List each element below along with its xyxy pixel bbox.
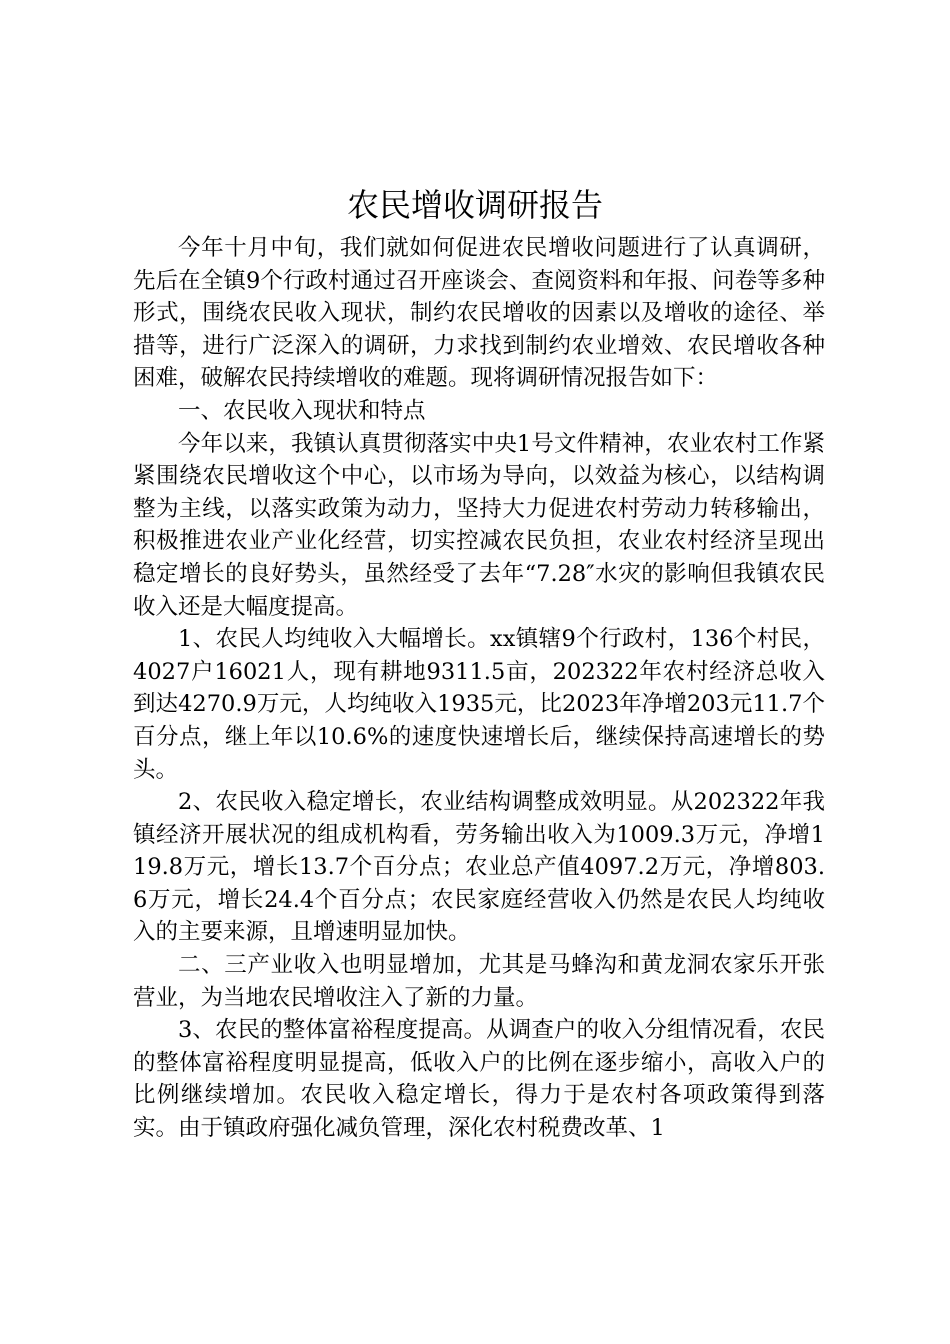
- overall-wealth-paragraph: 3、农民的整体富裕程度提高。从调查户的收入分组情况看，农民的整体富裕程度明显提高，低收入户的比例在逐步缩小，高收入户的比例继续增加。农民收入稳定增长，得力于是农村各项政策得到落实。由于镇政府强化减负管理，深化农村税费改革、1: [133, 1017, 825, 1142]
- income-growth-paragraph: 1、农民人均纯收入大幅增长。xx镇辖9个行政村，136个村民，4027户16021人，现有耕地9311.5亩，202322年农村经济总收入到达4270.9万元，人均纯收入1935元，比2023年净增203元11.7个百分点，继上年以10.6%的速度快速增长后，继续保持高速增长的势头。: [133, 626, 825, 783]
- structure-adjustment-paragraph: 2、农民收入稳定增长，农业结构调整成效明显。从202322年我镇经济开展状况的组成机构看，劳务输出收入为1009.3万元，净增119.8万元，增长13.7个百分点；农业总产值4097.2万元，净增803.6万元，增长24.4个百分点；农民家庭经营收入仍然是农民人均纯收入的主要来源，且增速明显加快。: [133, 789, 825, 946]
- tertiary-industry-paragraph: 二、三产业收入也明显增加，尤其是马蜂沟和黄龙洞农家乐开张营业，为当地农民增收注入了新的力量。: [133, 952, 825, 1011]
- intro-paragraph: 今年十月中旬，我们就如何促进农民增收问题进行了认真调研，先后在全镇9个行政村通过召开座谈会、查阅资料和年报、问卷等多种形式，围绕农民收入现状，制约农民增收的因素以及增收的途径、举措等，进行广泛深入的调研，力求找到制约农业增效、农民增收各种困难，破解农民持续增收的难题。现将调研情况报告如下：: [133, 235, 825, 392]
- section-1-overview-paragraph: 今年以来，我镇认真贯彻落实中央1号文件精神，农业农村工作紧紧围绕农民增收这个中心，以市场为导向，以效益为核心，以结构调整为主线，以落实政策为动力，坚持大力促进农村劳动力转移输出，积极推进农业产业化经营，切实控减农民负担，农业农村经济呈现出稳定增长的良好势头，虽然经受了去年“7.28″水灾的影响但我镇农民收入还是大幅度提高。: [133, 430, 825, 620]
- document-title: 农民增收调研报告: [346, 186, 603, 224]
- section-heading-1: 一、农民收入现状和特点: [178, 397, 426, 424]
- document-body: [133, 232, 825, 1145]
